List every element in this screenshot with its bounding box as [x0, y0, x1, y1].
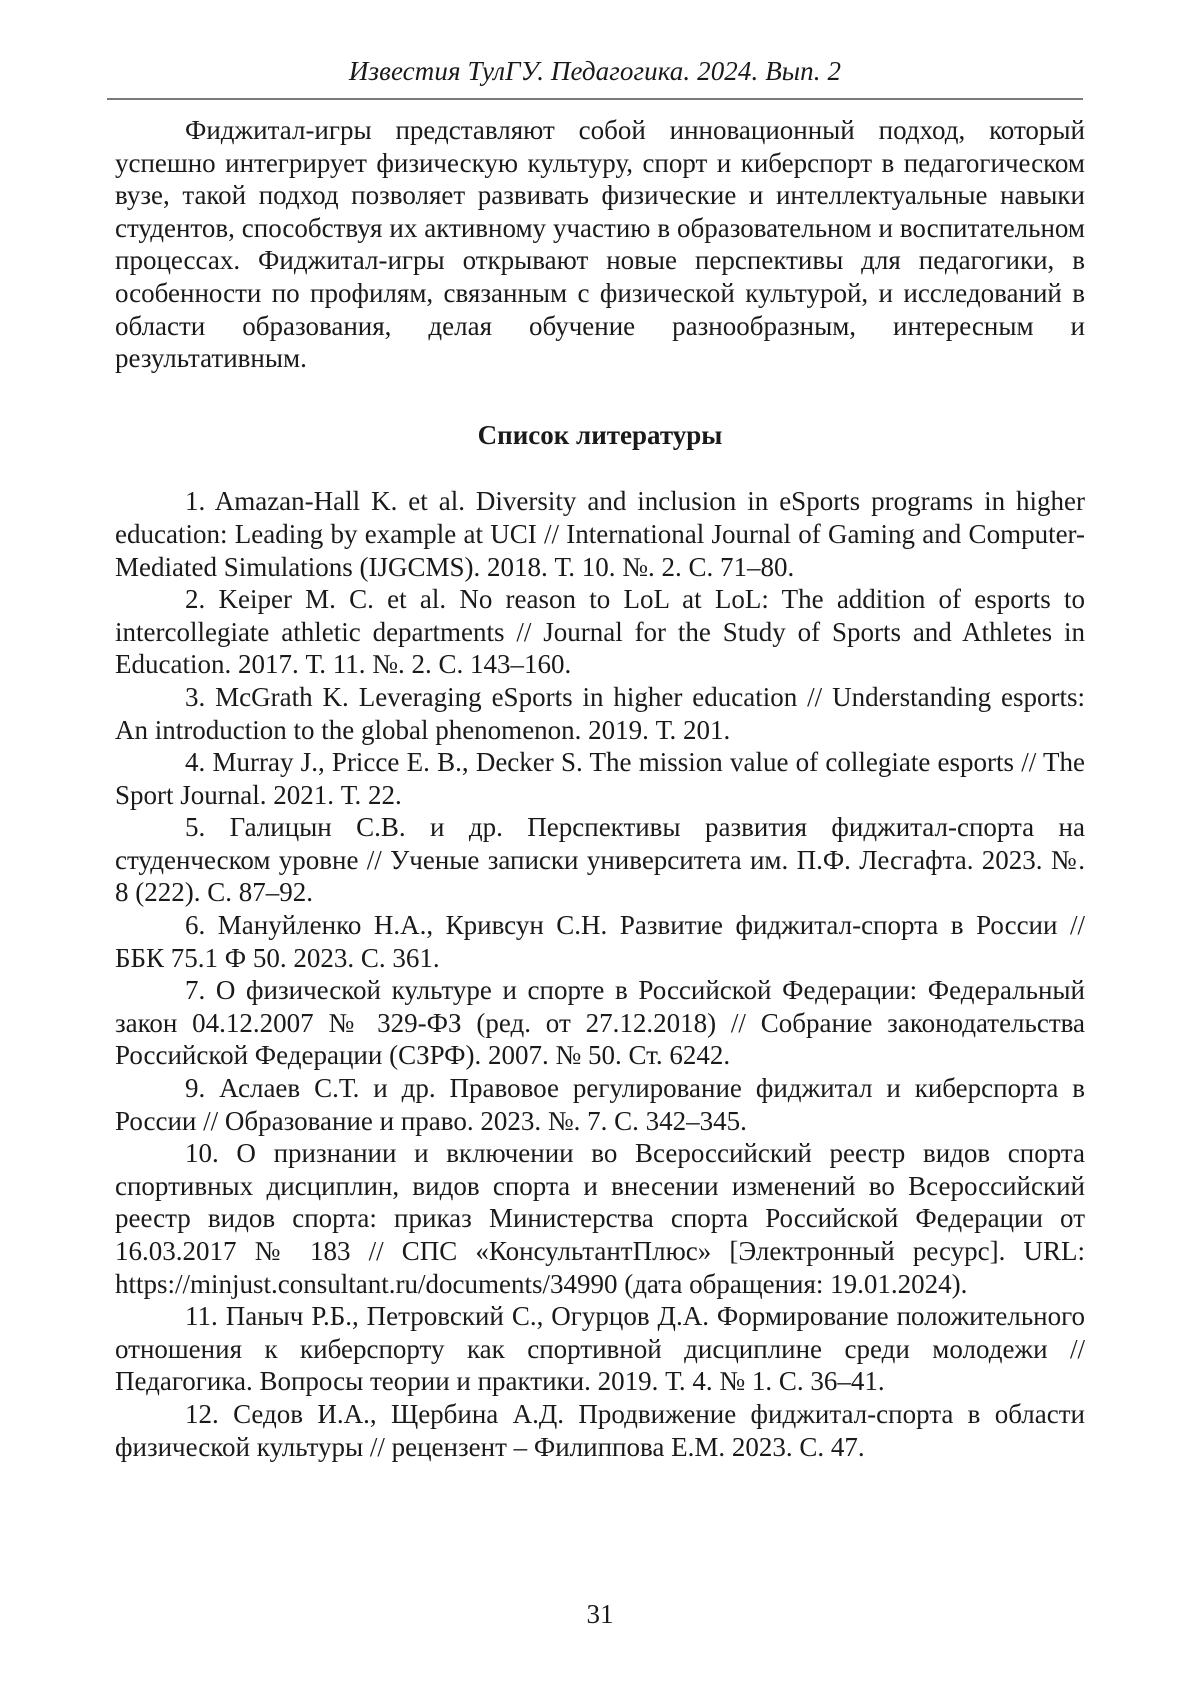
reference-item: 10. О признании и включении во Всероссийский реестр видов спорта спортивных дисциплин, видов спорта и внесении изменений во Всероссийский реестр видов спорта: приказ Министерства спорта Российской Федерации от 16.03.2017 № 183 // СПС «КонсультантПлюс» [Электронный ресурс]. URL: https://minjust.consultant.ru/documents/34990 (дата обращения: 19.01.2024).: [115, 1138, 1085, 1299]
reference-list: [115, 485, 1085, 1463]
body-text: [115, 114, 1085, 1463]
page-number: 31: [586, 1599, 614, 1629]
reference-item: 1. Amazan-Hall K. et al. Diversity and inclusion in eSports programs in higher education: Leading by example at UCI // International Journal of Gaming and Computer-Mediated Simulations (IJGCMS). 2018. Т. 10. №. 2. С. 71–80.: [115, 486, 1085, 582]
reference-item: 12. Седов И.А., Щербина А.Д. Продвижение фиджитал-спорта в области физической культуры // рецензент – Филиппова Е.М. 2023. С. 47.: [115, 1398, 1085, 1462]
reference-item: 2. Keiper M. C. et al. No reason to LoL at LoL: The addition of esports to intercollegiate athletic departments // Journal for the Study of Sports and Athletes in Education. 2017. Т. 11. №. 2. С. 143–160.: [115, 584, 1085, 680]
reference-item: 9. Аслаев С.Т. и др. Правовое регулирование фиджитал и киберспорта в России // Образование и право. 2023. №. 7. С. 342–345.: [115, 1073, 1085, 1136]
reference-item: 4. Murray J., Pricce E. B., Decker S. The mission value of collegiate esports // The Sport Journal. 2021. Т. 22.: [115, 747, 1085, 810]
references-heading: Список литературы: [477, 419, 723, 450]
body-paragraph: Фиджитал-игры представляют собой инновационный подход, который успешно интегрирует физическую культуру, спорт и киберспорт в педагогическом вузе, такой подход позволяет развивать физические и интеллектуальные навыки студентов, способствуя их активному участию в образовательном и воспитательном процессах. Фиджитал-игры открывают новые перспективы для педагогики, в особенности по профилям, связанным с физической культурой, и исследований в области образования, делая обучение разнообразным, интересным и результативным.: [115, 115, 1085, 374]
reference-item: 7. О физической культуре и спорте в Российской Федерации: Федеральный закон 04.12.2007 № 329-ФЗ (ред. от 27.12.2018) // Собрание законодательства Российской Федерации (СЗРФ). 2007. № 50. Ст. 6242.: [115, 975, 1085, 1071]
reference-item: 3. McGrath K. Leveraging eSports in higher education // Understanding esports: An introduction to the global phenomenon. 2019. Т. 201.: [115, 681, 1085, 745]
header-divider: [107, 98, 1083, 100]
reference-item: 5. Галицын С.В. и др. Перспективы развития фиджитал-спорта на студенческом уровне // Ученые записки университета им. П.Ф. Лесгафта. 2023. №. 8 (222). С. 87–92.: [115, 812, 1085, 908]
running-header: Известия ТулГУ. Педагогика. 2024. Вып. 2: [348, 56, 842, 86]
reference-item: 6. Мануйленко Н.А., Кривсун С.Н. Развитие фиджитал-спорта в России // ББК 75.1 Ф 50. 2023. С. 361.: [115, 910, 1085, 973]
reference-item: 11. Паныч Р.Б., Петровский С., Огурцов Д.А. Формирование положительного отношения к киберспорту как спортивной дисциплине среди молодежи // Педагогика. Вопросы теории и практики. 2019. Т. 4. № 1. С. 36–41.: [115, 1301, 1085, 1397]
